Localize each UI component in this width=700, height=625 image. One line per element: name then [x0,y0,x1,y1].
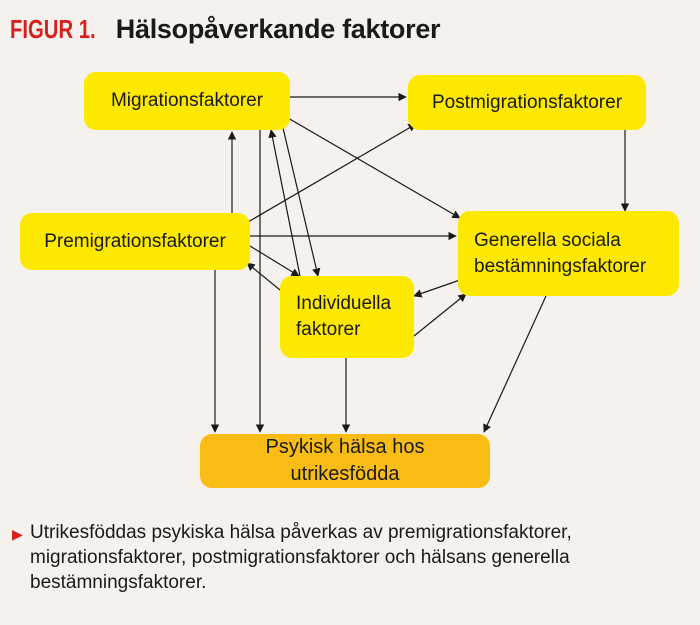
node-individual: Individuella faktorer [280,276,414,358]
arrow-individual-to-social [414,294,466,336]
node-social: Generella sociala bestämningsfaktorer [458,211,679,296]
caption-text: Utrikesföddas psykiska hälsa påverkas av premigrationsfaktorer, migrationsfaktorer, postmigrationsfaktorer och hälsans generella bestämningsfaktorer. [30,522,572,593]
arrow-social-to-outcome [484,296,546,432]
arrow-social-to-individual [414,280,460,296]
node-postmigration: Postmigrationsfaktorer [408,75,646,130]
figure-title: Hälsopåverkande faktorer [115,14,441,44]
node-premigration: Premigrationsfaktorer [20,213,250,270]
node-outcome: Psykisk hälsa hos utrikesfödda [200,434,490,488]
figure-label: FIGUR 1. [10,14,96,44]
arrow-individual-to-migration [271,130,300,276]
arrow-individual-to-premigration [247,263,280,290]
caption-triangle-icon: ▶ [12,526,23,542]
arrow-migration-to-social [288,118,460,218]
arrow-migration-to-individual [283,128,318,276]
figure-caption [12,520,682,595]
node-migration: Migrationsfaktorer [84,72,290,130]
